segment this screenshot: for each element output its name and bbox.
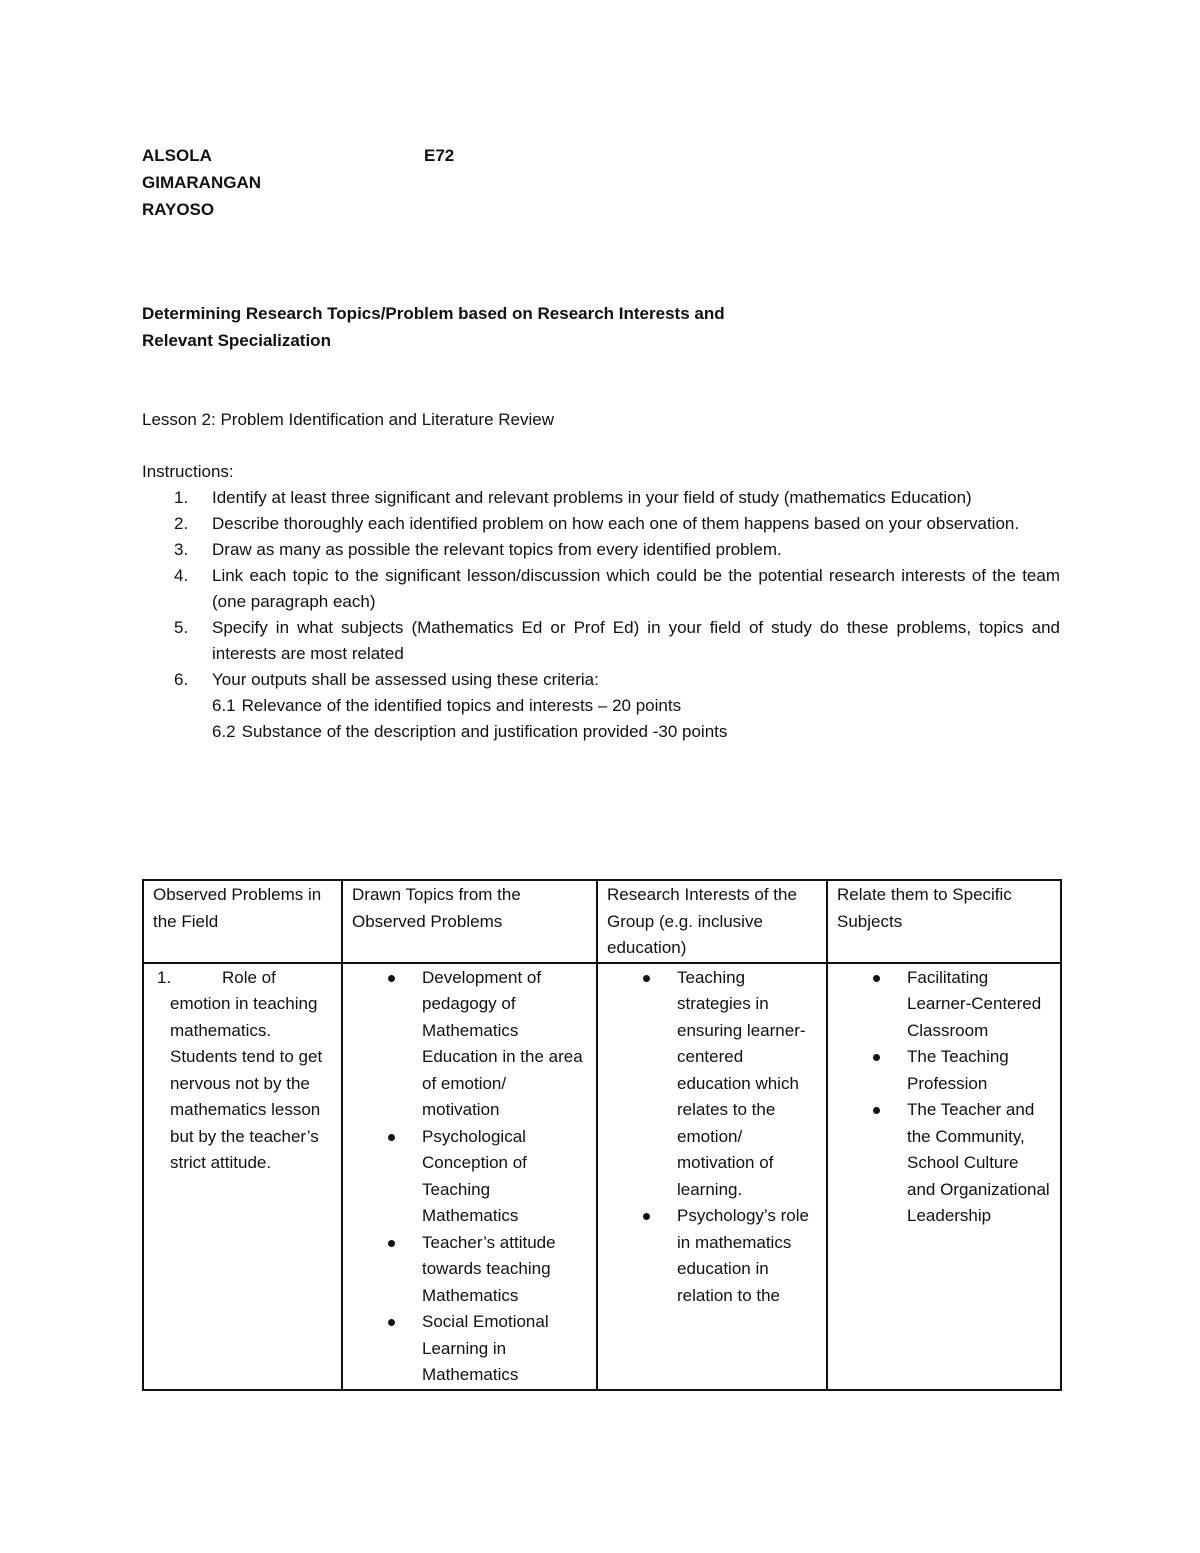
instructions-label: Instructions: [142, 462, 234, 481]
instruction-text: Describe thoroughly each identified problem on how each one of them happens based on your observation. [212, 514, 1020, 533]
list-item: Psychological Conception of Teaching Mathematics [352, 1124, 587, 1230]
research-interests-cell [597, 963, 827, 1390]
title-line: Relevant Specialization [142, 331, 331, 350]
list-item: Development of pedagogy of Mathematics Education in the area of emotion/ motivation [352, 965, 587, 1124]
instruction-text: Your outputs shall be assessed using these criteria: [212, 670, 599, 689]
table-row [143, 963, 1061, 1390]
list-item: The Teacher and the Community, School Culture and Organizational Leadership [837, 1097, 1051, 1230]
instruction-item [142, 563, 1060, 615]
interests-list [607, 965, 817, 1310]
instruction-item [142, 485, 1060, 511]
header-research-interests: Research Interests of the Group (e.g. inclusive education) [597, 880, 827, 963]
instructions-list [142, 485, 1060, 745]
document-title [142, 300, 942, 354]
list-item: Social Emotional Learning in Mathematics [352, 1309, 587, 1389]
list-item: The Teaching Profession [837, 1044, 1051, 1097]
instruction-number: 6. [174, 670, 189, 689]
list-item: Teacher’s attitude towards teaching Mathematics [352, 1230, 587, 1310]
criteria-item [212, 719, 1060, 745]
topics-list [352, 965, 587, 1389]
instruction-text: Specify in what subjects (Mathematics Ed or Prof Ed) in your field of study do these problems, topics and interests are most related [212, 618, 1060, 663]
title-line: Determining Research Topics/Problem based on Research Interests and [142, 304, 725, 323]
author-name: GIMARANGAN [142, 173, 261, 192]
instruction-number: 4. [174, 566, 189, 585]
instruction-text: Identify at least three significant and relevant problems in your field of study (mathematics Education) [212, 488, 972, 507]
problem-text: emotion in teaching mathematics. Students tend to get nervous not by the mathematics lesson but by the teacher’s strict attitude. [170, 994, 323, 1172]
instruction-item [142, 537, 1060, 563]
header-drawn-topics: Drawn Topics from the Observed Problems [342, 880, 597, 963]
instruction-number: 1. [174, 488, 189, 507]
author-list [142, 142, 261, 223]
problem-body [170, 965, 332, 1177]
header-observed-problems: Observed Problems in the Field [143, 880, 342, 963]
problem-number: 1. [157, 967, 172, 987]
instruction-text: Draw as many as possible the relevant topics from every identified problem. [212, 540, 782, 559]
criteria-text: Substance of the description and justification provided -30 points [241, 722, 728, 741]
table-header-row [143, 880, 1061, 963]
instruction-text: Link each topic to the significant lesson/discussion which could be the potential research interests of the team (one paragraph each) [212, 566, 1060, 611]
author-name: ALSOLA [142, 146, 212, 165]
criteria-number: 6.2 [212, 722, 236, 741]
instruction-item [142, 615, 1060, 667]
instruction-number: 3. [174, 540, 189, 559]
observed-problem [153, 965, 332, 1177]
observed-problem-cell [143, 963, 342, 1390]
specific-subjects-cell [827, 963, 1061, 1390]
list-item: Facilitating Learner-Centered Classroom [837, 965, 1051, 1045]
instruction-number: 2. [174, 514, 189, 533]
instruction-number: 5. [174, 618, 189, 637]
header-specific-subjects: Relate them to Specific Subjects [827, 880, 1061, 963]
criteria-text: Relevance of the identified topics and interests – 20 points [241, 696, 682, 715]
criteria-item [212, 693, 1060, 719]
drawn-topics-cell [342, 963, 597, 1390]
list-item: Teaching strategies in ensuring learner-centered education which relates to the emotion/ motivation of learning. [607, 965, 817, 1204]
research-topics-table [142, 879, 1062, 1391]
criteria-number: 6.1 [212, 696, 236, 715]
instruction-item [142, 511, 1060, 537]
problem-lead: Role of [222, 967, 276, 987]
section-code: E72 [424, 146, 455, 165]
lesson-heading: Lesson 2: Problem Identification and Literature Review [142, 410, 555, 429]
instruction-item [142, 667, 1060, 745]
criteria-list [212, 693, 1060, 745]
subjects-list [837, 965, 1051, 1230]
author-name: RAYOSO [142, 200, 215, 219]
list-item: Psychology’s role in mathematics education in relation to the [607, 1203, 817, 1309]
